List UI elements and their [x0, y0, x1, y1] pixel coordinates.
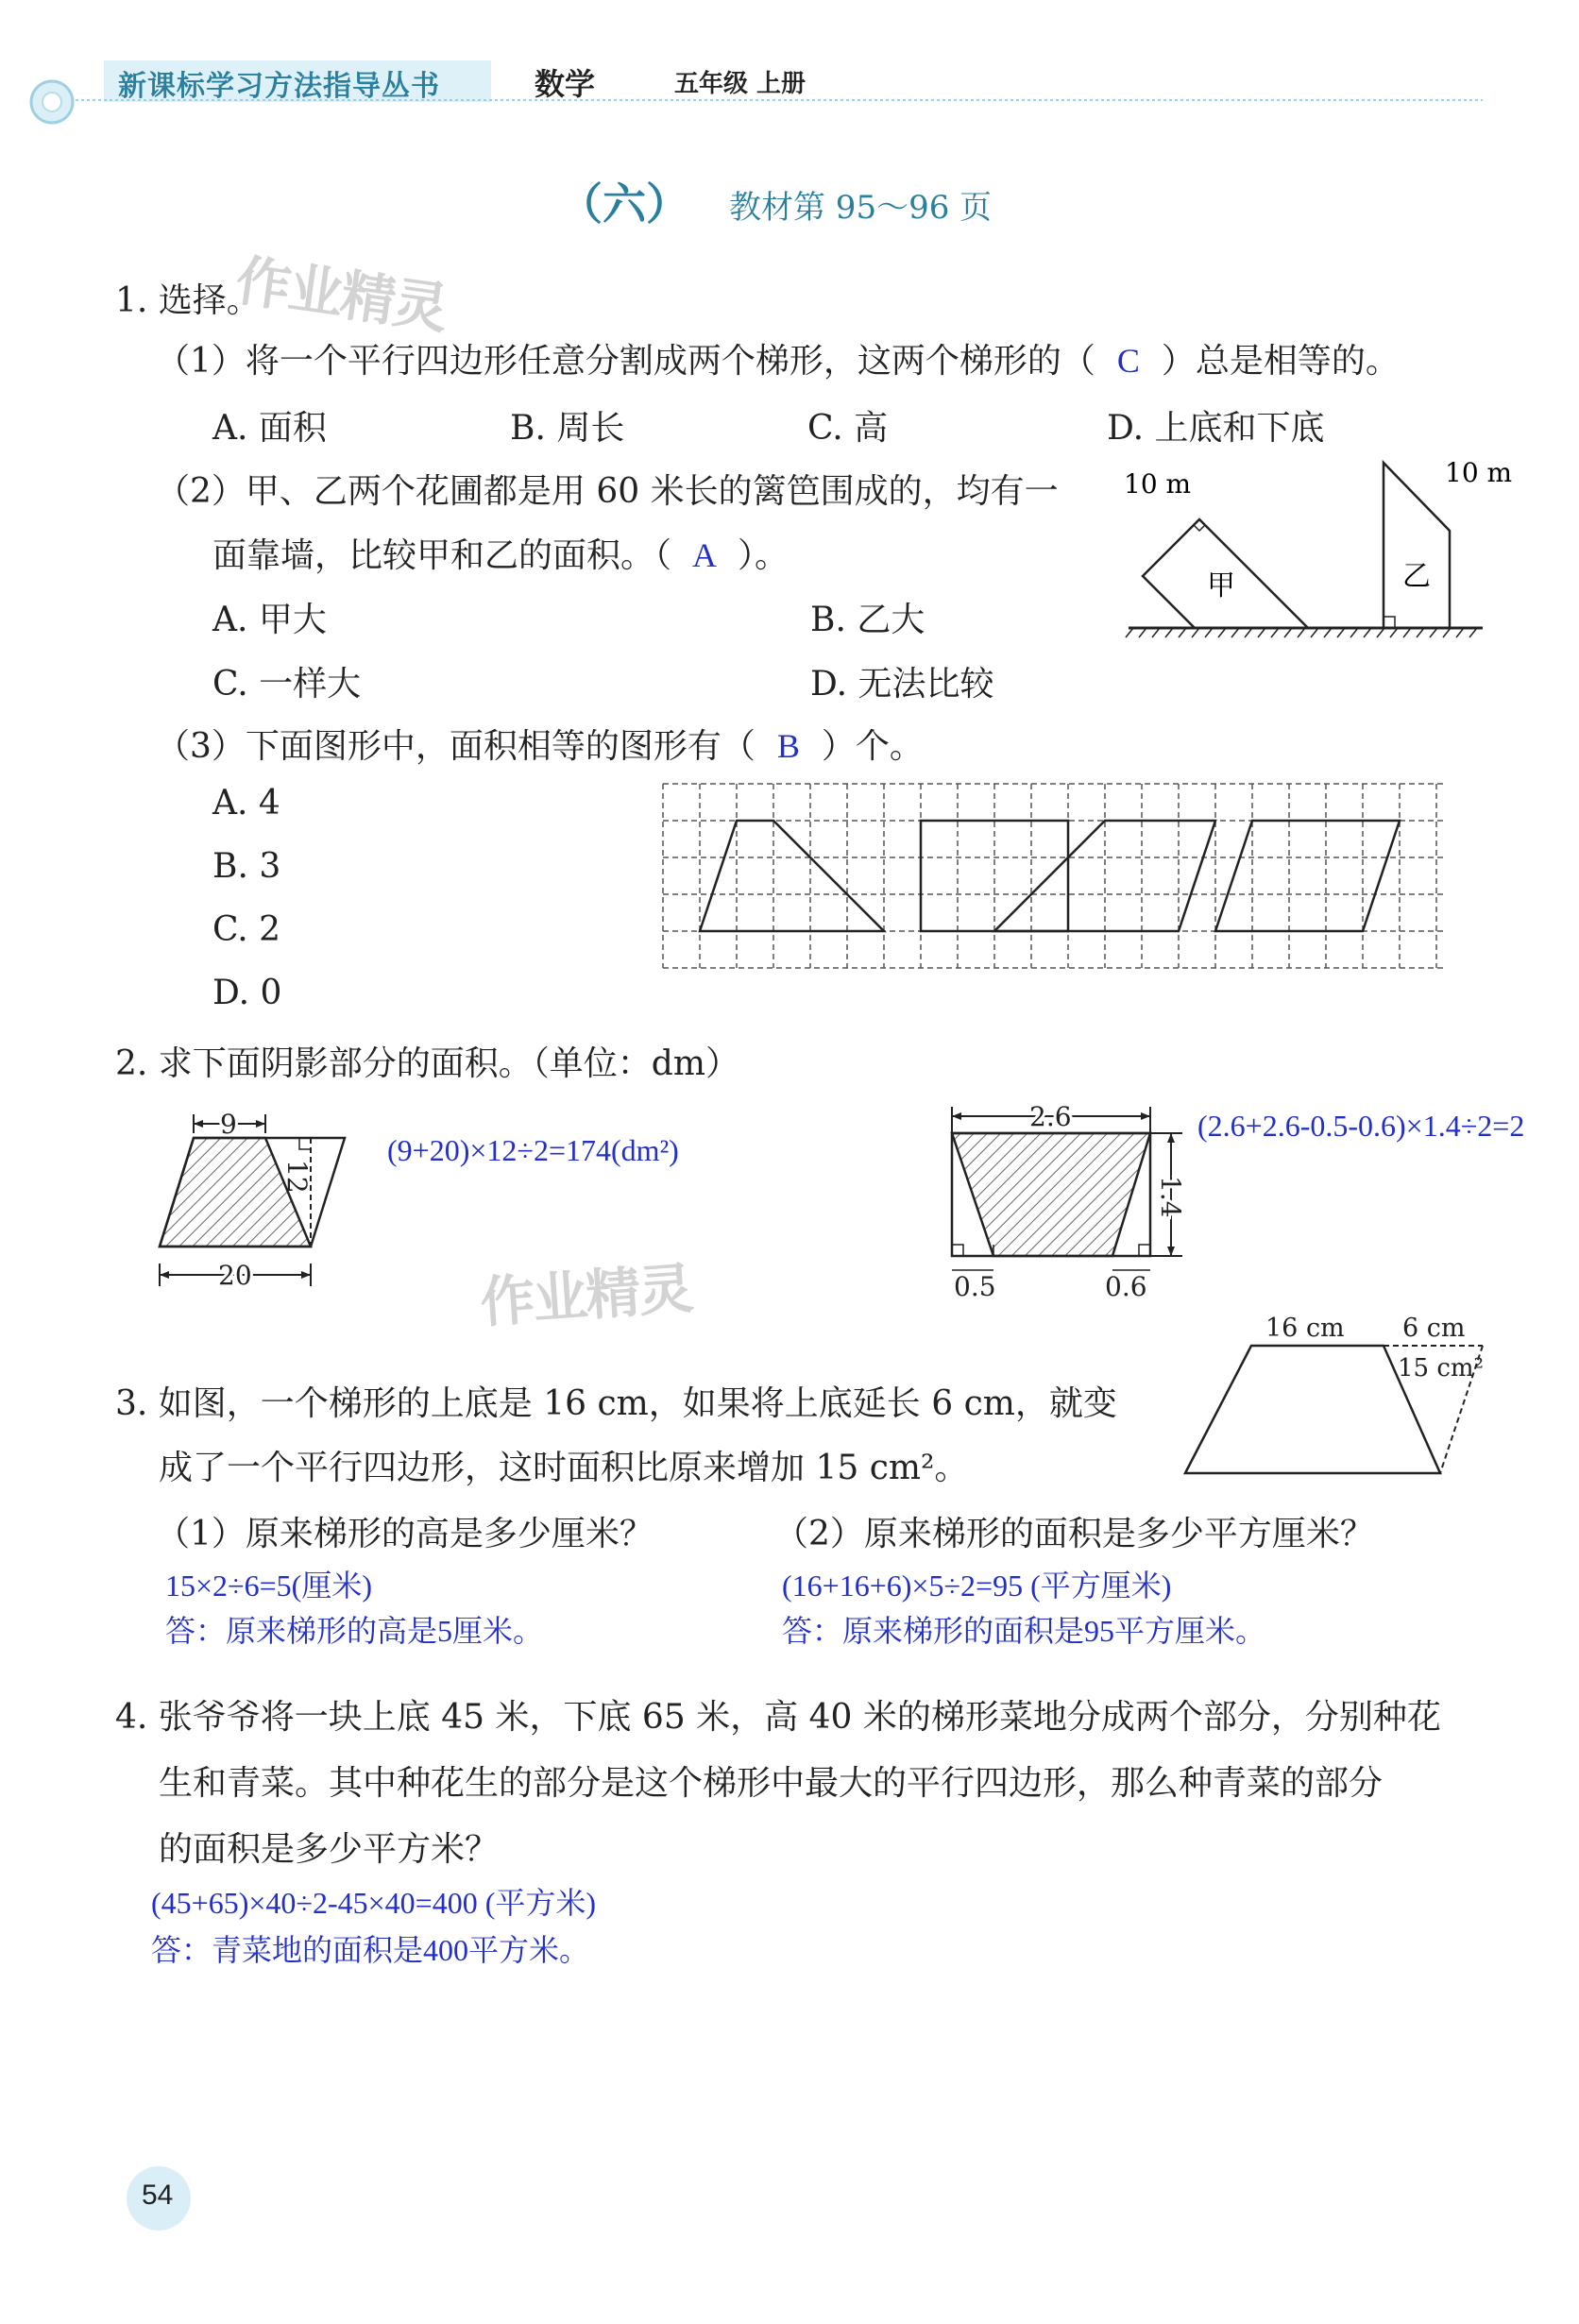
fig1-top-label: 9 — [220, 1109, 237, 1140]
q3-sub2: （2）原来梯形的面积是多少平方厘米？ — [774, 1515, 1374, 1553]
q1-sub2-line2-before: 面靠墙，比较甲和乙的面积。（ — [212, 536, 672, 575]
q1-sub1-stem — [156, 334, 1400, 382]
q1-sub3-option-d: D. 0 — [212, 974, 282, 1012]
q1-sub3-stem-after: ）个。 — [821, 727, 924, 766]
header-series: 新课标学习方法指导丛书 — [118, 70, 440, 103]
q2-figure-1 — [146, 1105, 373, 1294]
q1-sub1-option-b: B. 周长 — [510, 409, 625, 448]
grid-shape-trapezoid — [700, 821, 884, 931]
q1-sub3-answer: B — [776, 727, 800, 765]
fig2-top-label: 2.6 — [1029, 1101, 1072, 1132]
q4-ans-calc: (45+65)×40÷2-45×40=400 (平方米) — [151, 1886, 597, 1920]
q1-sub1-stem-after: ）总是相等的。 — [1161, 342, 1400, 381]
q2-figure-2 — [944, 1095, 1209, 1303]
fig1-bottom-label: 20 — [218, 1260, 252, 1291]
q4-ans-text: 答：青菜地的面积是400平方米。 — [151, 1933, 590, 1967]
q3-figure-ext: 6 cm — [1402, 1314, 1466, 1343]
q1-sub3-stem-before: （3）下面图形中，面积相等的图形有（ — [156, 727, 756, 766]
page-number: 54 — [142, 2180, 174, 2211]
q3-ans2-calc: (16+16+6)×5÷2=95 (平方厘米) — [782, 1569, 1172, 1603]
q1-sub2-option-d: D. 无法比较 — [810, 665, 994, 704]
grid-shape-parallelogram-2 — [1215, 821, 1400, 931]
q3-figure — [1171, 1308, 1492, 1497]
yi-length: 10 m — [1445, 457, 1513, 488]
q3-figure-area: 15 cm² — [1398, 1354, 1484, 1383]
q1-sub1-option-d: D. 上底和下底 — [1107, 409, 1325, 448]
q1-sub3-stem — [156, 720, 924, 768]
q1-sub2-option-b: B. 乙大 — [810, 601, 925, 639]
q3-sub1: （1）原来梯形的高是多少厘米？ — [156, 1515, 654, 1553]
grid-shape-parallelogram-1 — [994, 821, 1215, 931]
fig2-left-label: 0.5 — [954, 1271, 996, 1302]
garden-figure — [1114, 444, 1513, 652]
q1-sub2-answer: A — [692, 536, 718, 574]
q1-sub2-line2 — [212, 529, 789, 577]
q2-answer-1: (9+20)×12÷2=174(dm²) — [387, 1133, 679, 1167]
fig2-right-label: 0.6 — [1105, 1271, 1147, 1302]
q3-line1: 3. 如图，一个梯形的上底是 16 cm，如果将上底延长 6 cm，就变 — [115, 1384, 1117, 1423]
q1-sub2-line1: （2）甲、乙两个花圃都是用 60 米长的篱笆围成的，均有一 — [156, 472, 1059, 511]
q2-answer-2: (2.6+2.6-0.5-0.6)×1.4÷2=2 — [1197, 1109, 1525, 1143]
q3-figure-top: 16 cm — [1265, 1314, 1345, 1343]
q1-sub3-option-b: B. 3 — [212, 847, 281, 886]
q4-line1: 4. 张爷爷将一块上底 45 米，下底 65 米，高 40 米的梯形菜地分成两个部分，分别种花 — [115, 1698, 1441, 1737]
q1-title: 1. 选择。 — [115, 281, 261, 320]
jia-length: 10 m — [1124, 468, 1192, 500]
q1-sub2-line2-after: ）。 — [738, 536, 790, 575]
q1-sub3-option-a: A. 4 — [212, 784, 280, 823]
q1-sub3-option-c: C. 2 — [212, 910, 281, 949]
q1-sub1-option-a: A. 面积 — [212, 409, 327, 448]
yi-label: 乙 — [1402, 560, 1431, 593]
q4-line3: 的面积是多少平方米？ — [159, 1830, 500, 1869]
q1-sub1-answer: C — [1116, 342, 1140, 380]
q3-ans1-calc: 15×2÷6=5(厘米) — [165, 1569, 372, 1603]
grid-shape-rect — [921, 821, 1068, 931]
fig1-height-label: 12 — [281, 1160, 313, 1194]
header-subject: 数学 — [535, 66, 596, 102]
q4-line2: 生和青菜。其中种花生的部分是这个梯形中最大的平行四边形，那么种青菜的部分 — [159, 1764, 1384, 1803]
q1-sub1-option-c: C. 高 — [807, 409, 889, 448]
watermark: 作业精灵 — [231, 247, 450, 342]
header-grade: 五年级 上册 — [674, 70, 806, 98]
q1-sub1-stem-before: （1）将一个平行四边形任意分割成两个梯形，这两个梯形的（ — [156, 342, 1095, 381]
q1-sub2-option-a: A. 甲大 — [212, 601, 327, 639]
watermark: 作业精灵 — [478, 1256, 694, 1335]
fig2-height-label: 1.4 — [1155, 1176, 1186, 1218]
q1-sub2-option-c: C. 一样大 — [212, 665, 362, 704]
q2-title: 2. 求下面阴影部分的面积。（单位：dm） — [115, 1044, 739, 1083]
jia-label: 甲 — [1207, 569, 1235, 602]
section-pages: 教材第 95～96 页 — [729, 189, 993, 227]
q3-line2: 成了一个平行四边形，这时面积比原来增加 15 cm²。 — [159, 1449, 969, 1487]
grid-figure — [661, 782, 1454, 971]
q3-ans1-text: 答：原来梯形的高是5厘米。 — [165, 1614, 544, 1648]
q3-ans2-text: 答：原来梯形的面积是95平方厘米。 — [782, 1614, 1266, 1648]
section-number: （六） — [559, 178, 689, 229]
